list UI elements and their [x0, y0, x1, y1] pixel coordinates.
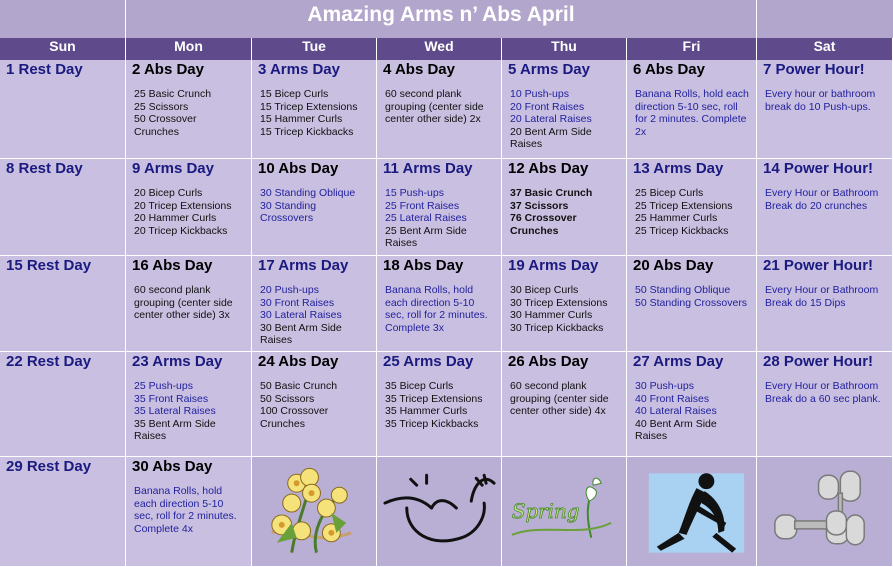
day-title: 25 Arms Day: [383, 353, 474, 370]
workout-line: 20 Bent Arm Side: [510, 125, 592, 138]
workout-line: 50 Scissors: [260, 392, 315, 405]
day-cell-13: [627, 159, 757, 256]
workout-line: 25 Basic Crunch: [134, 88, 212, 100]
day-title: 27 Arms Day: [633, 353, 724, 370]
workout-details: [510, 284, 620, 334]
weekday-header-sat: Sat: [757, 38, 893, 60]
workout-line: 25 Push-ups: [134, 380, 193, 392]
workout-line: 20 Tricep Extensions: [134, 199, 232, 212]
workout-line: Every Hour or Bathroom: [765, 380, 879, 392]
title-left-corner: [0, 0, 125, 38]
workout-line: center other side) 4x: [510, 405, 606, 417]
workout-line: 15 Tricep Extensions: [260, 100, 358, 113]
workout-line: 30 Front Raises: [260, 296, 335, 309]
workout-line: grouping (center side: [134, 296, 233, 309]
workout-line: 50 Basic Crunch: [260, 380, 338, 392]
workout-line: 40 Lateral Raises: [635, 405, 717, 417]
workout-details: [260, 284, 370, 347]
day-title: 26 Abs Day: [508, 353, 589, 370]
workout-details: [635, 88, 750, 138]
workout-line: 20 Tricep Kickbacks: [134, 224, 228, 237]
day-title: 12 Abs Day: [508, 160, 589, 177]
workout-line: Break do 20 crunches: [765, 199, 868, 212]
workout-line: Banana Rolls, hold: [134, 485, 223, 497]
day-cell-6: [627, 60, 757, 159]
workout-line: 50 Standing Crossovers: [635, 296, 748, 309]
workout-line: 40 Bent Arm Side: [635, 417, 717, 430]
day-title: 21 Power Hour!: [763, 257, 874, 274]
workout-line: 35 Front Raises: [134, 392, 209, 405]
workout-details: [260, 187, 370, 225]
clipart-cell: [627, 457, 757, 567]
workout-line: 60 second plank: [134, 284, 211, 296]
clipart-cell: [252, 457, 377, 567]
workout-line: 25 Hammer Curls: [635, 212, 718, 224]
workout-line: 20 Push-ups: [260, 284, 319, 296]
workout-details: [765, 380, 886, 405]
workout-line: Every Hour or Bathroom: [765, 187, 879, 199]
workout-line: 25 Tricep Kickbacks: [635, 224, 729, 237]
workout-details: [134, 187, 245, 237]
workout-line: break do 10 Push-ups.: [765, 100, 871, 113]
workout-line: for 2 minutes. Complete: [635, 113, 747, 125]
day-title: 28 Power Hour!: [763, 353, 874, 370]
weekday-header-tue: Tue: [252, 38, 377, 60]
workout-line: 76 Crossover: [510, 212, 577, 224]
workout-line: Raises: [510, 138, 543, 150]
workout-line: 20 Lateral Raises: [510, 113, 592, 125]
workout-line: Crunches: [260, 417, 305, 430]
day-title: 4 Abs Day: [383, 61, 455, 78]
workout-line: 10 Push-ups: [510, 88, 569, 100]
workout-line: 25 Bent Arm Side: [385, 224, 467, 237]
day-title: 11 Arms Day: [383, 160, 473, 177]
spring-text: Spring: [511, 499, 580, 523]
day-title: 30 Abs Day: [132, 458, 213, 475]
day-title: 29 Rest Day: [6, 458, 92, 475]
workout-details: [510, 380, 620, 418]
weekday-header-mon: Mon: [126, 38, 252, 60]
weekday-header-fri: Fri: [627, 38, 757, 60]
workout-line: Banana Rolls, hold each: [635, 88, 749, 100]
workout-line: 30 Hammer Curls: [510, 309, 593, 321]
weekday-header-thu: Thu: [502, 38, 627, 60]
workout-line: 30 Standing Oblique: [260, 187, 356, 199]
workout-line: 35 Tricep Extensions: [385, 392, 483, 405]
workout-line: 50 Standing Oblique: [635, 284, 731, 296]
workout-details: [134, 88, 245, 138]
workout-line: 35 Tricep Kickbacks: [385, 417, 479, 430]
workout-line: Crunches: [134, 125, 179, 138]
workout-line: Raises: [385, 237, 418, 249]
day-title: 22 Rest Day: [6, 353, 92, 370]
workout-details: [385, 380, 495, 430]
weekday-header-sun: Sun: [0, 38, 126, 60]
day-cell-4: [377, 60, 502, 159]
workout-line: grouping (center side: [510, 392, 609, 405]
workout-line: 30 Tricep Kickbacks: [510, 321, 604, 334]
workout-line: Complete 4x: [134, 522, 193, 535]
workout-details: [765, 88, 886, 113]
day-cell-29: [0, 457, 126, 567]
workout-line: 30 Lateral Raises: [260, 309, 342, 321]
day-cell-30: [126, 457, 252, 567]
workout-line: sec, roll for 2 minutes.: [134, 510, 237, 522]
workout-line: 35 Bent Arm Side: [134, 417, 216, 430]
weekday-header-wed: Wed: [377, 38, 502, 60]
day-title: 23 Arms Day: [132, 353, 223, 370]
workout-line: 15 Bicep Curls: [260, 88, 329, 100]
workout-line: 35 Hammer Curls: [385, 405, 468, 417]
workout-line: 60 second plank: [510, 380, 587, 392]
day-cell-23: [126, 352, 252, 457]
day-cell-7: [757, 60, 893, 159]
day-title: 3 Arms Day: [258, 61, 340, 78]
day-cell-17: [252, 256, 377, 352]
clipart-cell: [377, 457, 502, 567]
workout-line: 40 Front Raises: [635, 392, 710, 405]
clipart-cell: [757, 457, 893, 567]
day-cell-9: [126, 159, 252, 256]
workout-line: Banana Rolls, hold: [385, 284, 474, 296]
workout-details: [510, 88, 620, 151]
day-cell-20: [627, 256, 757, 352]
workout-line: 37 Scissors: [510, 199, 569, 212]
workout-line: Raises: [134, 430, 167, 442]
workout-line: 30 Bent Arm Side: [260, 321, 342, 334]
day-title: 8 Rest Day: [6, 160, 83, 177]
workout-line: each direction 5-10: [134, 497, 224, 510]
workout-details: [260, 380, 370, 430]
workout-line: Every hour or bathroom: [765, 88, 876, 100]
workout-line: 25 Bicep Curls: [635, 187, 704, 199]
workout-line: 20 Front Raises: [510, 100, 585, 113]
day-cell-1: [0, 60, 126, 159]
day-cell-15: [0, 256, 126, 352]
workout-line: sec, roll for 2 minutes.: [385, 309, 488, 321]
workout-line: Every Hour or Bathroom: [765, 284, 879, 296]
day-title: 2 Abs Day: [132, 61, 204, 78]
workout-details: [635, 380, 750, 443]
workout-line: center other side) 3x: [134, 309, 230, 321]
workout-details: [260, 88, 370, 138]
day-cell-8: [0, 159, 126, 256]
day-title: 6 Abs Day: [633, 61, 705, 78]
workout-line: 2x: [635, 125, 647, 138]
workout-line: 35 Lateral Raises: [134, 405, 216, 417]
day-title: 9 Arms Day: [132, 160, 214, 177]
workout-line: Raises: [635, 430, 668, 442]
day-cell-25: [377, 352, 502, 457]
workout-line: Break do 15 Dips: [765, 296, 846, 309]
day-cell-3: [252, 60, 377, 159]
workout-line: 30 Tricep Extensions: [510, 296, 608, 309]
day-cell-24: [252, 352, 377, 457]
day-cell-16: [126, 256, 252, 352]
workout-details: [765, 284, 886, 309]
workout-details: [134, 485, 245, 535]
workout-line: 30 Bicep Curls: [510, 284, 579, 296]
calendar-title: Amazing Arms n’ Abs April: [126, 0, 756, 38]
day-title: 14 Power Hour!: [763, 160, 874, 177]
day-cell-19: [502, 256, 627, 352]
workout-line: 50 Crossover: [134, 113, 197, 125]
day-title: 5 Arms Day: [508, 61, 590, 78]
day-title: 18 Abs Day: [383, 257, 464, 274]
workout-details: [134, 284, 245, 322]
workout-line: Raises: [260, 334, 293, 346]
workout-line: 20 Bicep Curls: [134, 187, 203, 199]
day-cell-18: [377, 256, 502, 352]
workout-details: [385, 187, 495, 250]
day-title: 1 Rest Day: [6, 61, 83, 78]
workout-line: Break do a 60 sec plank.: [765, 392, 881, 405]
workout-line: 37 Basic Crunch: [510, 187, 593, 199]
workout-line: Complete 3x: [385, 321, 444, 334]
workout-line: 20 Hammer Curls: [134, 212, 217, 224]
workout-line: 15 Hammer Curls: [260, 113, 343, 125]
workout-line: direction 5-10 sec, roll: [635, 100, 738, 113]
workout-details: [635, 187, 750, 237]
workout-line: 25 Tricep Extensions: [635, 199, 733, 212]
workout-line: Crossovers: [260, 212, 314, 224]
workout-details: [134, 380, 245, 443]
workout-line: 25 Scissors: [134, 100, 189, 113]
day-cell-14: [757, 159, 893, 256]
workout-details: [385, 88, 495, 126]
workout-details: [385, 284, 495, 334]
workout-details: [765, 187, 886, 212]
day-cell-11: [377, 159, 502, 256]
workout-line: Crunches: [510, 224, 559, 237]
workout-line: 60 second plank: [385, 88, 462, 100]
day-title: 15 Rest Day: [6, 257, 92, 274]
workout-line: each direction 5-10: [385, 296, 475, 309]
day-title: 7 Power Hour!: [763, 61, 865, 78]
day-title: 24 Abs Day: [258, 353, 339, 370]
clipart-cell: [502, 457, 627, 567]
day-cell-22: [0, 352, 126, 457]
workout-line: 15 Tricep Kickbacks: [260, 125, 354, 138]
workout-details: [510, 187, 620, 237]
day-cell-27: [627, 352, 757, 457]
workout-details: [635, 284, 750, 309]
workout-line: 30 Push-ups: [635, 380, 694, 392]
workout-line: grouping (center side: [385, 100, 484, 113]
day-cell-26: [502, 352, 627, 457]
day-title: 10 Abs Day: [258, 160, 339, 177]
day-title: 19 Arms Day: [508, 257, 599, 274]
day-cell-21: [757, 256, 893, 352]
day-cell-2: [126, 60, 252, 159]
day-cell-5: [502, 60, 627, 159]
day-title: 20 Abs Day: [633, 257, 714, 274]
day-title: 16 Abs Day: [132, 257, 213, 274]
workout-line: 25 Front Raises: [385, 199, 460, 212]
workout-line: 30 Standing: [260, 199, 317, 212]
workout-line: 35 Bicep Curls: [385, 380, 454, 392]
title-right-corner: [757, 0, 893, 38]
workout-line: center other side) 2x: [385, 113, 481, 125]
day-title: 13 Arms Day: [633, 160, 724, 177]
day-cell-12: [502, 159, 627, 256]
day-cell-28: [757, 352, 893, 457]
workout-line: 100 Crossover: [260, 405, 329, 417]
day-title: 17 Arms Day: [258, 257, 349, 274]
workout-line: 15 Push-ups: [385, 187, 444, 199]
workout-line: 25 Lateral Raises: [385, 212, 467, 224]
day-cell-10: [252, 159, 377, 256]
